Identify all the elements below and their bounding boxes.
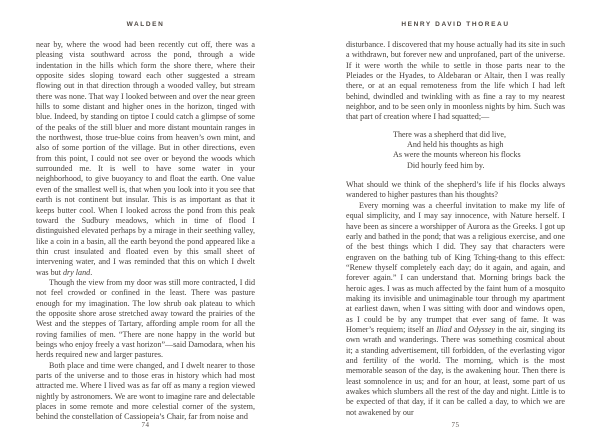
text-run: and bbox=[451, 324, 469, 334]
paragraph bbox=[36, 361, 255, 423]
text-run: Both place and time were changed, and I dwelt nearer to those parts of the universe and to those eras in history which had most attracted me. Where I lived was as far off as many a region viewed nightly by astronomers. We are wont to imagine rare and delectable places in some remote and more celestial corner of the system, behind the constellation of Cassiopeia’s Chair, far from noise and bbox=[36, 360, 255, 422]
text-run: Iliad bbox=[436, 324, 452, 334]
text-run: near by, where the wood had been recently cut off, there was a pleasing vista southward across the pond, through a wide indentation in the hills which form the shore there, where their opposite sides sloping toward each other suggested a stream flowing out in that direction through a wooded valley, but stream there was none. That way I looked between and over the near green hills to some distant and higher ones in the horizon, tinged with blue. Indeed, by standing on tiptoe I could catch a glimpse of some of the peaks of the still bluer and more distant mountain ranges in the northwest, those true-blue coins from heaven’s own mint, and also of some portion of the village. But in other directions, even from this point, I could not see over or beyond the woods which surrounded me. It is well to have some water in your neighborhood, to give buoyancy to and float the earth. One value even of the smallest well is, that when you look into it you see that earth is not continent but insular. This is as important as that it keeps butter cool. When I looked across the pond from this peak toward the Sudbury meadows, which in time of flood I distinguished elevated perhaps by a mirage in their seething valley, like a coin in a basin, all the earth beyond the pond appeared like a thin crust insulated and floated even by this small sheet of intervening water, and I was reminded that this on which I dwelt was but bbox=[36, 40, 255, 277]
verse-block bbox=[393, 130, 565, 171]
paragraph bbox=[346, 180, 565, 201]
text-run: Odyssey bbox=[468, 324, 496, 334]
paragraph bbox=[36, 278, 255, 361]
paragraph bbox=[346, 201, 565, 418]
page-left bbox=[36, 0, 255, 442]
page-body-left bbox=[36, 40, 255, 423]
paragraph bbox=[346, 40, 565, 123]
running-header-author-name: HENRY DAVID THOREAU bbox=[401, 21, 510, 28]
text-run: dry land bbox=[62, 267, 91, 277]
page-body-right bbox=[346, 40, 565, 418]
verse-line: And held his thoughts as high bbox=[407, 140, 504, 150]
running-header-book-title: WALDEN bbox=[126, 21, 165, 28]
page-number-left: 74 bbox=[141, 421, 150, 429]
page-number-right: 75 bbox=[451, 421, 460, 429]
verse-line: Did hourly feed him by. bbox=[407, 160, 485, 170]
verse-line: There was a shepherd that did live, bbox=[393, 129, 507, 139]
text-run: What should we think of the shepherd’s life if his flocks always wandered to higher pastures than his thoughts? bbox=[346, 180, 565, 200]
text-run: Though the view from my door was still more contracted, I did not feel crowded or confined in the least. There was pasture enough for my imagination. The low shrub oak plateau to which the opposite shore arose stretched away toward the prairies of the West and the steppes of Tartary, affording ample room for all the roving families of men. “There are none happy in the world but beings who enjoy freely a vast horizon”—said Damodara, when his herds required new and larger pastures. bbox=[36, 277, 255, 360]
verse-line: As were the mounts whereon his flocks bbox=[393, 150, 521, 160]
page-right bbox=[346, 0, 565, 442]
text-run: . bbox=[90, 267, 93, 277]
text-run: in the air, singing its own wrath and wanderings. There was something cosmical about it; a standing advertisement, till forbidden, of the everlasting vigor and fertility of the world. The morning, which is the most memorable season of the day, is the awakening hour. Then there is least somnolence in us; and for an hour, at least, some part of us awakes which slumbers all the rest of the day and night. Little is to be expected of that day, if it can be called a day, to which we are not awakened by our bbox=[346, 324, 565, 417]
paragraph bbox=[36, 40, 255, 278]
text-run: disturbance. I discovered that my house actually had its site in such a withdrawn, but forever new and unprofaned, part of the universe. If it were worth the while to settle in those parts near to the Pleiades or the Hyades, to Aldebaran or Altair, then I was really there, or at an equal remoteness from the life which I had left behind, dwindled and twinkling with as fine a ray to my nearest neighbor, and to be seen only in moonless nights by him. Such was that part of creation where I had squatted;— bbox=[346, 40, 565, 122]
text-run: Every morning was a cheerful invitation to make my life of equal simplicity, and I may say innocence, with Nature herself. I have been as sincere a worshipper of Aurora as the Greeks. I got up early and bathed in the pond; that was a religious exercise, and one of the best things which I did. They say that characters were engraven on the bathing tub of King Tching-thang to this effect: “Renew thyself completely each day; do it again, and again, and forever again.” I can understand that. Morning brings back the heroic ages. I was as much affected by the faint hum of a mosquito making its invisible and unimaginable tour through my apartment at earliest dawn, when I was sitting with door and windows open, as I could be by any trumpet that ever sang of fame. It was Homer’s requiem; itself an bbox=[346, 200, 565, 334]
